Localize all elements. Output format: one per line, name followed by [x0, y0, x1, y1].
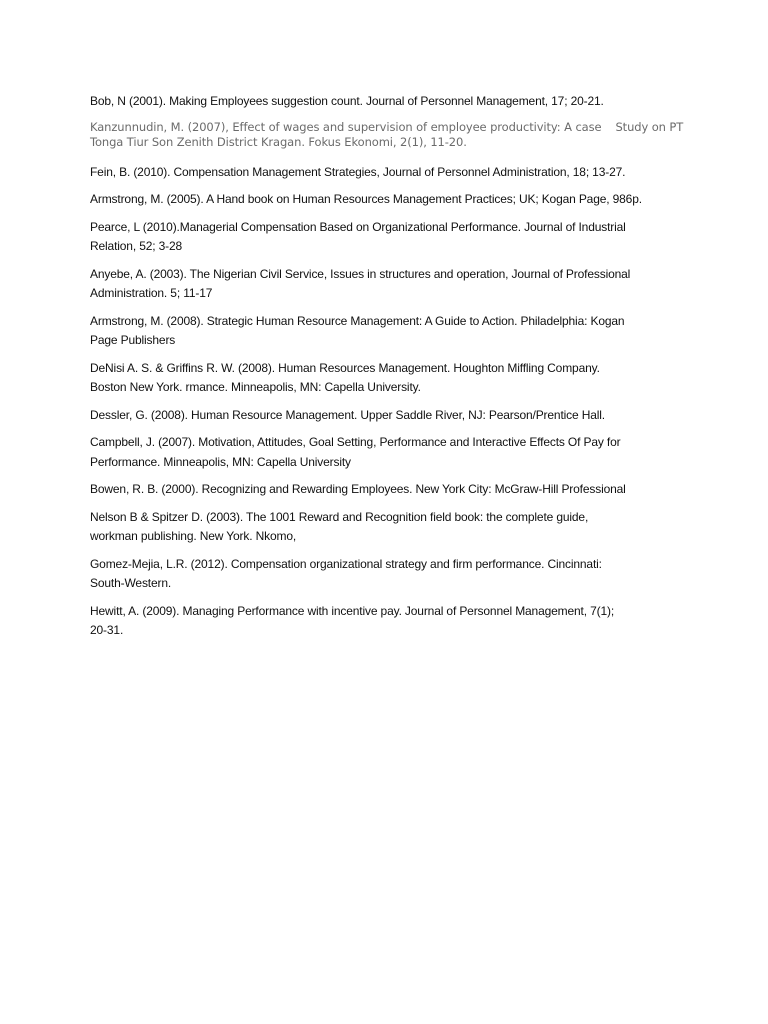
- reference-line: Relation, 52; 3-28: [90, 239, 183, 253]
- reference-item: [90, 312, 688, 351]
- reference-line: Bowen, R. B. (2000). Recognizing and Rewarding Employees. New York City: McGraw-Hill Professional: [90, 482, 626, 496]
- reference-item: [90, 265, 688, 304]
- reference-item: [90, 555, 688, 594]
- reference-line: South-Western.: [90, 576, 172, 590]
- reference-line: Hewitt, A. (2009). Managing Performance with incentive pay. Journal of Personnel Management, 7(1);: [90, 603, 615, 618]
- reference-line: Campbell, J. (2007). Motivation, Attitudes, Goal Setting, Performance and Interactive Effects Of Pay for: [90, 435, 621, 449]
- reference-line: Anyebe, A. (2003). The Nigerian Civil Service, Issues in structures and operation, Journal of Professional: [90, 266, 631, 281]
- reference-line: 20-31.: [90, 623, 124, 637]
- reference-item: [90, 190, 688, 210]
- reference-line: Bob, N (2001). Making Employees suggestion count. Journal of Personnel Management, 17; 20-21.: [90, 94, 604, 108]
- reference-item: [90, 602, 688, 641]
- reference-item: [90, 406, 688, 426]
- reference-item: [90, 218, 688, 257]
- reference-item: [90, 433, 688, 472]
- reference-item: [90, 163, 688, 183]
- reference-line: Dessler, G. (2008). Human Resource Management. Upper Saddle River, NJ: Pearson/Prentice Hall.: [90, 407, 605, 422]
- reference-item: [90, 480, 688, 500]
- reference-item: [90, 120, 688, 151]
- reference-list: [90, 92, 688, 641]
- reference-line: Boston New York. rmance. Minneapolis, MN: Capella University.: [90, 380, 421, 394]
- reference-line: Pearce, L (2010).Managerial Compensation Based on Organizational Performance. Journal of Industrial: [90, 219, 626, 234]
- reference-item: [90, 508, 688, 547]
- reference-line: Nelson B & Spitzer D. (2003). The 1001 Reward and Recognition field book: the complete guide,: [90, 509, 589, 524]
- reference-line: Armstrong, M. (2008). Strategic Human Resource Management: A Guide to Action. Philadelphia: Kogan: [90, 313, 625, 328]
- reference-line: Performance. Minneapolis, MN: Capella University: [90, 454, 351, 469]
- reference-line-part: Kanzunnudin, M. (2007), Effect of wages and supervision of employee productivity: A case: [90, 119, 602, 134]
- reference-line: DeNisi A. S. & Griffins R. W. (2008). Human Resources Management. Houghton Miffling Company.: [90, 360, 600, 375]
- reference-line: Gomez-Mejia, L.R. (2012). Compensation organizational strategy and firm performance. Cincinnati:: [90, 556, 602, 571]
- reference-item: [90, 359, 688, 398]
- reference-line-part: Study on PT: [615, 119, 684, 134]
- reference-line: Armstrong, M. (2005). A Hand book on Human Resources Management Practices; UK; Kogan Page, 986p.: [90, 192, 642, 206]
- reference-line: workman publishing. New York. Nkomo,: [90, 529, 297, 543]
- reference-line: Page Publishers: [90, 333, 176, 347]
- reference-line: Administration. 5; 11-17: [90, 286, 213, 300]
- reference-item: [90, 92, 688, 112]
- reference-line: Tonga Tiur Son Zenith District Kragan. Fokus Ekonomi, 2(1), 11-20.: [90, 135, 467, 149]
- reference-line: Fein, B. (2010). Compensation Management Strategies, Journal of Personnel Administration, 18; 13-27.: [90, 164, 626, 179]
- reference-line: [90, 120, 688, 136]
